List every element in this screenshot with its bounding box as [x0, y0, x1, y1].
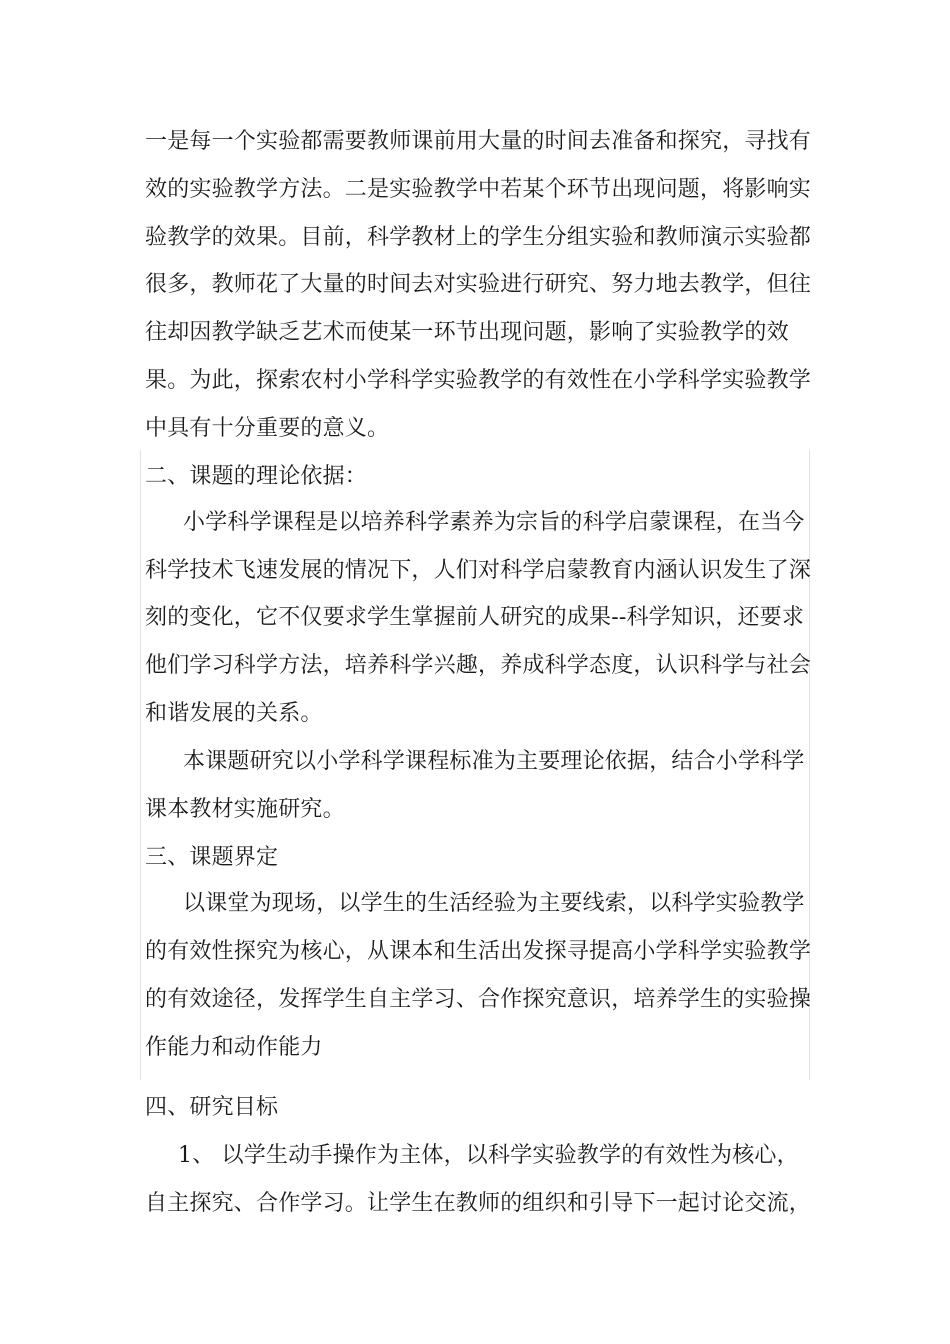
- section3-line-2: 的有效性探究为核心，从课本和生活出发探寻提高小学科学实验教学: [145, 939, 812, 964]
- intro-line-6: 果。为此，探索农村小学科学实验教学的有效性在小学科学实验教学: [145, 368, 812, 393]
- section4-item1-line-2: 自主探究、合作学习。让学生在教师的组织和引导下一起讨论交流，: [145, 1191, 812, 1216]
- section2-para1-line-4: 他们学习科学方法，培养科学兴趣，养成科学态度，认识科学与社会: [145, 653, 812, 678]
- intro-line-1: 一是每一个实验都需要教师课前用大量的时间去准备和探究，寻找有: [145, 129, 812, 154]
- section3-heading: 三、课题界定: [145, 845, 279, 870]
- section3-line-3: 的有效途径，发挥学生自主学习、合作探究意识，培养学生的实验操: [145, 987, 812, 1012]
- section3-line-4: 作能力和动作能力: [145, 1035, 323, 1060]
- section2-para1-line-5: 和谐发展的关系。: [145, 701, 323, 726]
- section2-para1-line-2: 科学技术飞速发展的情况下，人们对科学启蒙教育内涵认识发生了深: [145, 558, 812, 583]
- section3-line-1: 以课堂为现场，以学生的生活经验为主要线索，以科学实验教学: [183, 891, 805, 916]
- intro-line-3: 验教学的效果。目前，科学教材上的学生分组实验和教师演示实验都: [145, 225, 812, 250]
- section2-para1-line-3: 刻的变化，它不仅要求学生掌握前人研究的成果--科学知识，还要求: [145, 605, 805, 630]
- intro-line-5: 往却因教学缺乏艺术而使某一环节出现问题，影响了实验教学的效: [145, 320, 789, 345]
- section4-item1-line-1: 1、 以学生动手操作为主体，以科学实验教学的有效性为核心，: [178, 1143, 799, 1168]
- intro-line-2: 效的实验教学方法。二是实验教学中若某个环节出现问题，将影响实: [145, 177, 812, 202]
- intro-line-4: 很多，教师花了大量的时间去对实验进行研究、努力地去教学，但往: [145, 272, 812, 297]
- section4-heading: 四、研究目标: [145, 1095, 279, 1120]
- section2-para2-line-1: 本课题研究以小学科学课程标准为主要理论依据，结合小学科学: [183, 749, 805, 774]
- section2-para1-line-1: 小学科学课程是以培养科学素养为宗旨的科学启蒙课程，在当今: [183, 510, 805, 535]
- section2-heading: 二、课题的理论依据：: [145, 464, 368, 489]
- section2-para2-line-2: 课本教材实施研究。: [145, 797, 345, 822]
- intro-line-7: 中具有十分重要的意义。: [145, 416, 390, 441]
